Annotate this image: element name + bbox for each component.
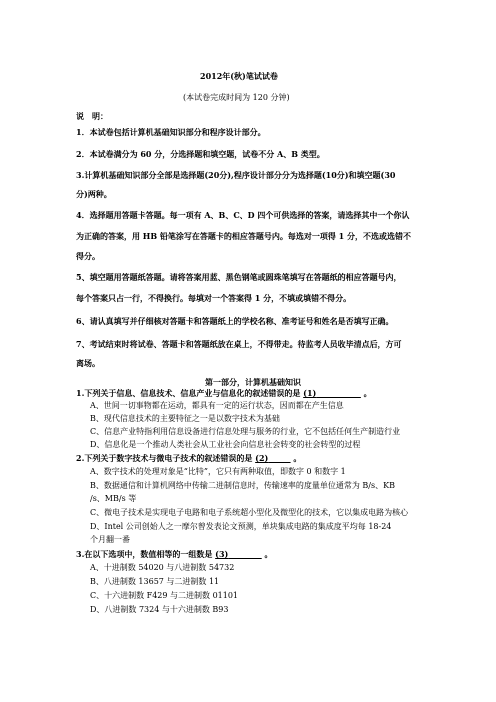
option: B、数据通信和计算机网络中传输二进制信息时，传输速率的度量单位通常为 B/s、KB (90, 481, 395, 490)
note-line: 每个答案只占一行，不得换行。每填对一个答案得 1 分，不填或填错不得分。 (76, 293, 352, 303)
option: C、微电子技术是实现电子电路和电子系统超小型化及微型化的技术，它以集成电路为核心 (90, 508, 409, 517)
option: D、Intel 公司创始人之一摩尔曾发表论文预测，单块集成电路的集成度平均每 18-24 (90, 522, 392, 531)
question-stem: 3.在以下选项中，数值相等的一组数是 (3) 。 (76, 549, 273, 559)
note-line: 5、填空题用答题纸答题。请将答案用蓝、黑色钢笔或圆珠笔填写在答题纸的相应答题号内， (76, 272, 402, 282)
option: A、数字技术的处理对象是“比特”，它只有两种取值，即数字 0 和数字 1 (90, 467, 346, 476)
question-stem: 1.下列关于信息、信息技术、信息产业与信息化的叙述错误的是 (1) 。 (76, 388, 372, 398)
note-line: 离场。 (76, 358, 100, 368)
option: 个月翻一番 (90, 535, 130, 544)
question-stem: 2.下列关于数字技术与微电子技术的叙述错误的是 (2) 。 (76, 453, 302, 463)
option: B、八进制数 13657 与二进制数 11 (90, 577, 220, 586)
option: D、八进制数 7324 与十六进制数 B93 (90, 605, 229, 614)
note-line: 得分。 (76, 251, 100, 261)
note-line: 4．选择题用答题卡答题。每一项有 A、B、C、D 四个可供选择的答案，请选择其中一个你认 (76, 210, 410, 220)
exam-title: 2012年(秋)笔试试卷 (200, 71, 278, 81)
option: C、十六进制数 F429 与二进制数 01101 (90, 591, 239, 600)
note-line: 2．本试卷满分为 60 分，分选择题和填空题，试卷不分 A、B 类型。 (76, 149, 325, 159)
note-line: 分)两种。 (76, 189, 112, 199)
note-line: 为正确的答案，用 HB 铅笔涂写在答题卡的相应答题号内。每选对一项得 1 分，不选或选错不 (76, 231, 412, 241)
answer-blank: (2) (255, 453, 269, 463)
notes-heading: 说 明： (76, 111, 108, 121)
option: D、信息化是一个推动人类社会从工业社会向信息社会转变的社会转型的过程 (90, 440, 361, 449)
option: A、十进制数 54020 与八进制数 54732 (90, 563, 235, 572)
note-line: 6、请认真填写并仔细核对答题卡和答题纸上的学校名称、准考证号和姓名是否填写正确。 (76, 316, 394, 326)
exam-subtitle: (本试卷完成时间为 120 分钟) (183, 93, 290, 102)
answer-blank: (1) (303, 388, 317, 398)
option: B、现代信息技术的主要特征之一是以数字技术为基础 (90, 414, 280, 423)
option: C、信息产业特指利用信息设备进行信息处理与服务的行业，它不包括任何生产制造行业 (90, 427, 401, 436)
note-line: 1．本试卷包括计算机基础知识部分和程序设计部分。 (76, 127, 266, 137)
option: A、世间一切事物都在运动，都具有一定的运行状态，因而都在产生信息 (90, 401, 344, 410)
answer-blank: (3) (215, 549, 229, 559)
option: /s、MB/s 等 (90, 494, 137, 503)
section-title: 第一部分，计算机基础知识 (205, 377, 301, 387)
note-line: 3.计算机基础知识部分全部是选择题(20分),程序设计部分分为选择题(10分)和填空题(30 (76, 170, 396, 180)
note-line: 7、考试结束时将试卷、答题卡和答题纸放在桌上，不得带走。待监考人员收毕清点后，方可 (76, 339, 402, 349)
